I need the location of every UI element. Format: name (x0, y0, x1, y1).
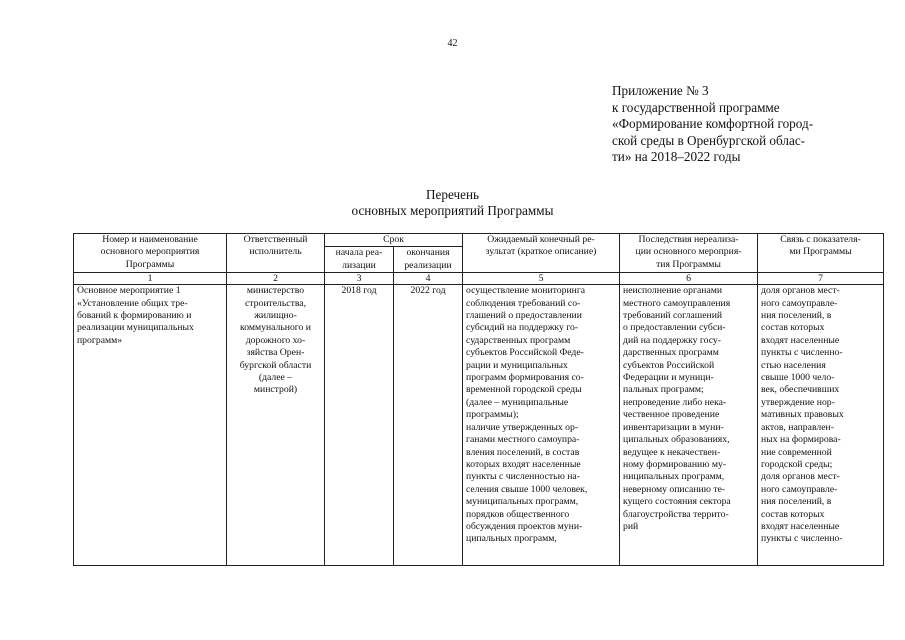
end-year: 2022 год (410, 285, 446, 297)
header-row (74, 234, 884, 247)
header-col5: Ожидаемый конечный ре- зультат (краткое описание) (463, 234, 620, 273)
header-col4: окончания реализации (394, 247, 463, 273)
consequences: неисполнение органами местного самоуправления требований соглашений о предоставлении субси- дий на поддержку госу- дарственных программ субъектов Российской Федерации и муници- пальных программ; непроведение либо нека- чественное проведение инвентаризации в муни- ципальных образованиях, ведущее к некачествен- ному формированию му- ниципальных программ, неверному описанию те- кущего состояния сектора благоустройства террито- рий (623, 285, 731, 532)
column-number: 1 (74, 273, 227, 285)
appendix-line: ти» на 2018–2022 годы (612, 149, 741, 164)
header-col7: Связь с показателя- ми Программы (758, 234, 884, 273)
executor-cell (227, 285, 325, 566)
document-title (0, 187, 905, 219)
appendix-line: «Формирование комфортной город- (612, 116, 814, 131)
indicators-link: доля органов мест- ного самоуправле- ния поселений, в состав которых входят населенные пункты с численно- стью населения свыше 1000 чело- век, обеспечивших утверждение нор- мативных правовых актов, направлен- ных на формирова- ние современной городской среды; доля органов мест- ного самоуправле- ния поселений, в состав которых входят населенные пункты с численно- (761, 285, 844, 545)
table-row (74, 285, 884, 566)
result-cell (463, 285, 620, 566)
column-number: 2 (227, 273, 325, 285)
end-cell (394, 285, 463, 566)
start-year: 2018 год (341, 285, 377, 297)
column-number: 7 (758, 273, 884, 285)
header-col2: Ответственный исполнитель (227, 234, 325, 273)
measure-name: Основное мероприятие 1 «Установление общих тре- бований к формированию и реализации муниципальных программ» (77, 285, 194, 346)
appendix-line: ской среды в Оренбургской облас- (612, 132, 806, 148)
header-col1: Номер и наименование основного мероприятия Программы (74, 234, 227, 273)
appendix-line: Приложение № 3 (612, 83, 709, 98)
title-line-1: Перечень (425, 187, 480, 202)
measures-table (73, 233, 884, 566)
title-line-2: основных мероприятий Программы (351, 203, 554, 218)
page-number: 42 (447, 38, 458, 49)
header-srok: Срок (325, 234, 463, 247)
measure-name-cell (74, 285, 227, 566)
appendix-line: к государственной программе (612, 99, 780, 115)
column-number: 6 (620, 273, 758, 285)
appendix-block (612, 83, 813, 166)
executor: министерство строительства, жилищно- коммунального и дорожного хо- зяйства Орен- бургской области (далее – минстрой) (239, 285, 312, 396)
header-col6: Последствия нереализа- ции основного мероприя- тия Программы (620, 234, 758, 273)
start-cell (325, 285, 394, 566)
consequences-cell (620, 285, 758, 566)
expected-result: осуществление мониторинга соблюдения требований со- глашений о предоставлении субсидий на поддержку го- сударственных программ субъектов Российской Феде- рации и муниципальных программ формирования со- временной городской среды (далее – муниципальные программы); наличие утвержденных ор- ганами местного самоупра- вления поселений, в состав которых входят населенные пункты с численностью на- селения свыше 1000 человек, муниципальных программ, порядков общественного обсуждения проектов муни- ципальных программ, (466, 285, 588, 545)
indicators-cell (758, 285, 884, 566)
column-number: 4 (394, 273, 463, 285)
column-number: 3 (325, 273, 394, 285)
column-numbers-row (74, 273, 884, 285)
column-number: 5 (463, 273, 620, 285)
header-col3: начала реа- лизации (325, 247, 394, 273)
